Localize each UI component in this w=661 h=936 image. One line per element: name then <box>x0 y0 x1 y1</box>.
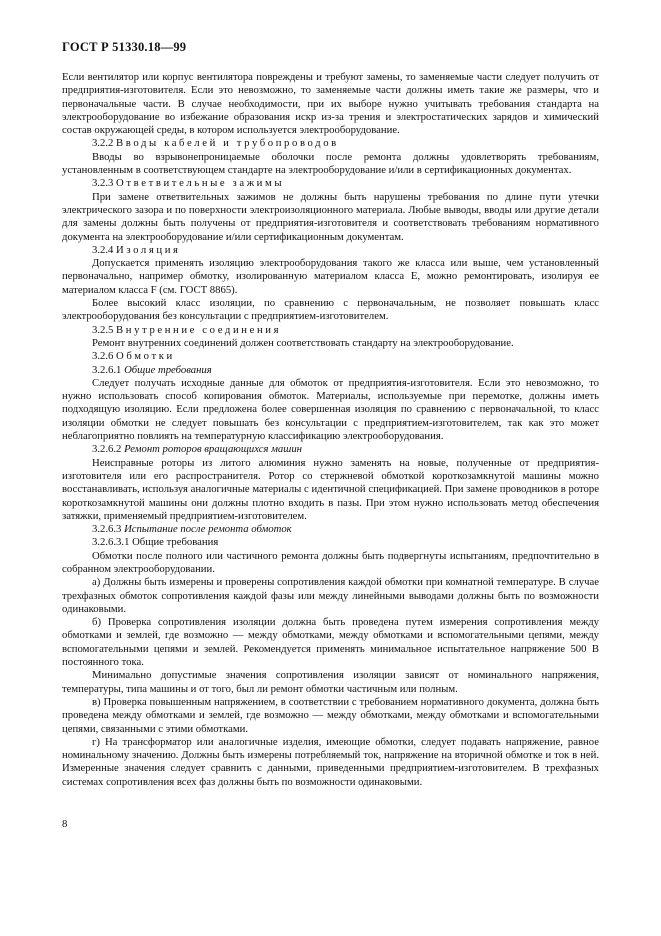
section-heading <box>62 137 599 150</box>
section-heading <box>62 443 599 456</box>
section-heading <box>62 364 599 377</box>
paragraph: Следует получать исходные данные для обмоток от предприятия-изготовителя. Если это невозможно, то нужно использовать способ копирования обмоток. Материалы, используемые при перемотке, должны иметь подходящую изоляцию. Если предложена более совершенная изоляция по сравнению с первоначальной, то класс изоляции обмотки не следует повышать без консультации с предприятием-изготовителем, так как это может неблагоприятно повлиять на температурную классификацию электрооборудования. <box>62 376 599 443</box>
paragraph: Допускается применять изоляцию электрооборудования такого же класса или выше, чем установленный первоначально, например обмотку, изолированную материалом класса Е, можно ремонтировать, изолируя ее материалом класса F (см. ГОСТ 8865). <box>62 257 599 296</box>
section-title: Общие требования <box>124 363 212 376</box>
page-number: 8 <box>62 818 68 830</box>
paragraph: Если вентилятор или корпус вентилятора повреждены и требуют замены, то заменяемые части следует получить от предприятия-изготовителя. Если это невозможно, то заменяемые части должны иметь такие же размеры, что и первоначальные части. В случае необходимости, при их выборе нужно учитывать требования стандарта на электрооборудование во избежание образования искр из-за трения и электростатических зарядов и химический состав окружающей среды, в котором используется электрооборудование. <box>62 71 599 137</box>
paragraph: в) Проверка повышенным напряжением, в соответствии с требованием нормативного документа, должна быть проведена между обмотками и землей, где возможно — между обмотками, между обмотками и вспомогательными цепями, связанными с этими обмотками. <box>62 695 599 735</box>
section-number: 3.2.6.1 <box>92 363 122 376</box>
paragraph: б) Проверка сопротивления изоляции должна быть проведена путем измерения сопротивления между обмотками и землей, где возможно — между обмотками, между обмотками и вспомогательными цепями, между вспомогательными цепями и землей. Рекомендуется применять минимальное испытательное напряжение 500 В постоянного тока. <box>62 616 599 669</box>
section-number: 3.2.2 <box>92 137 114 150</box>
section-title: Ответвительные зажимы <box>116 177 285 190</box>
section-title: Внутренние соединения <box>116 323 282 336</box>
paragraph: Вводы во взрывонепроницаемые оболочки после ремонта должны удовлетворять требованиям, установленным в соответствующем стандарте на электрооборудование и/или в сертификационных документах. <box>62 150 599 177</box>
document-page <box>62 40 599 789</box>
section-number: 3.2.5 <box>92 323 114 336</box>
section-heading <box>62 523 599 536</box>
paragraph: Более высокий класс изоляции, по сравнению с первоначальным, не позволяет повышать класс электрооборудования без консультации с предприятием-изготовителем. <box>62 297 599 323</box>
paragraph: а) Должны быть измерены и проверены сопротивления каждой обмотки при комнатной температуре. В случае трехфазных обмоток сопротивления каждой фазы или между линейными выводами должны быть по возможности одинаковыми. <box>62 576 599 615</box>
section-number: 3.2.6 <box>92 350 114 363</box>
section-title: Испытание после ремонта обмоток <box>124 523 292 536</box>
document-body <box>62 71 599 789</box>
section-title: Обмотки <box>116 350 175 363</box>
section-number: 3.2.6.2 <box>92 443 122 456</box>
paragraph: Ремонт внутренних соединений должен соответствовать стандарту на электрооборудование. <box>92 336 514 349</box>
paragraph: Обмотки после полного или частичного ремонта должны быть подвергнуты испытаниям, предпочтительно в собранном электрооборудовании. <box>62 549 599 575</box>
paragraph: Неисправные роторы из литого алюминия нужно заменять на новые, полученные от предприятия-изготовителя или его распространителя. Ротор со стержневой обмоткой короткозамкнутой машины можно восстанавливать, используя аналогичные материалы с идентичной спецификацией. При замене проводников в роторе короткозамкнутой машины они должны плотно входить в пазы. При этом нужно использовать метод обеспечения затяжки, применяемый предприятием-изготовителем. <box>62 456 599 522</box>
document-header: ГОСТ Р 51330.18—99 <box>62 40 187 54</box>
section-title: Изоляция <box>116 243 181 256</box>
section-heading <box>62 350 599 363</box>
section-heading <box>62 324 599 337</box>
section-heading <box>62 536 599 549</box>
section-heading <box>62 244 599 257</box>
section-heading <box>62 177 599 190</box>
section-title: Вводы кабелей и трубопроводов <box>116 137 339 150</box>
section-title: Ремонт роторов вращающихся машин <box>124 443 302 456</box>
section-number: 3.2.3 <box>92 177 114 190</box>
section-number: 3.2.6.3.1 <box>92 536 130 549</box>
paragraph: Минимально допустимые значения сопротивления изоляции зависят от номинального напряжения, температуры, типа машины и от того, был ли ремонт обмотки частичным или полным. <box>62 669 599 695</box>
section-title: Общие требования <box>132 536 219 549</box>
paragraph: г) На трансформатор или аналогичные изделия, имеющие обмотки, следует подавать напряжение, равное номинальному значению. Должны быть измерены потребляемый ток, напряжение на вторичной обмотке и ток в ней. Измеренные значения следует сравнить с данными, приведенными предприятием-изготовителем. В трехфазных системах сопротивления всех фаз должны быть по возможности одинаковыми. <box>62 735 599 788</box>
paragraph: При замене ответвительных зажимов не должны быть нарушены требования по длине пути утечки электрического зазора и по поверхности электроизоляционного материала. Любые выводы, вводы или другие детали для замены должны быть получены от предприятия-изготовителя и соответствовать требованиям нормативного документа на электрооборудование и/или сертификационным документам. <box>62 190 599 243</box>
section-number: 3.2.4 <box>92 243 114 256</box>
section-number: 3.2.6.3 <box>92 523 122 536</box>
